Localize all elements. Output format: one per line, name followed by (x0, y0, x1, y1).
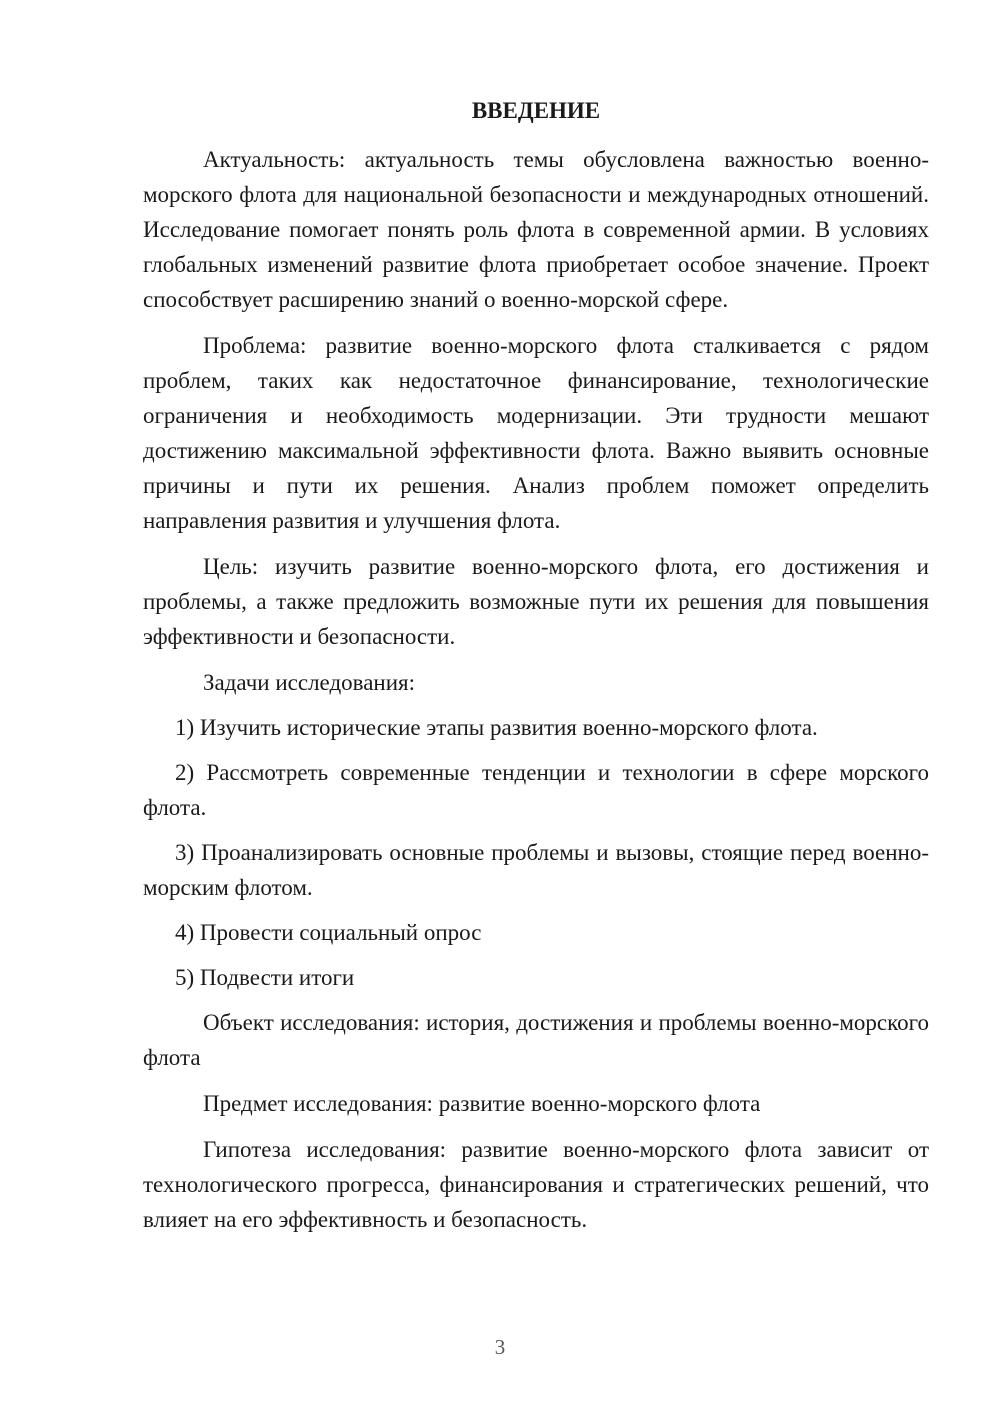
task-item: 3) Проанализировать основные проблемы и вызовы, стоящие перед военно-морским флотом. (143, 840, 929, 900)
page-number: 3 (494, 1335, 506, 1359)
task-item: 5) Подвести итоги (175, 965, 355, 990)
paragraph-problem: Проблема: развитие военно-морского флота сталкивается с рядом проблем, таких как недостаточное финансирование, технологические ограничения и необходимость модернизации. Эти трудности мешают достижению максимальной эффективности флота. Важно выявить основные причины и пути их решения. Анализ проблем поможет определить направления развития и улучшения флота. (143, 333, 929, 533)
paragraph-object: Объект исследования: история, достижения и проблемы военно-морского флота (143, 1010, 929, 1070)
task-item: 1) Изучить исторические этапы развития военно-морского флота. (175, 715, 818, 740)
task-item: 4) Провести социальный опрос (175, 920, 482, 945)
paragraph-relevance: Актуальность: актуальность темы обусловлена важностью военно-морского флота для национальной безопасности и международных отношений. Исследование помогает понять роль флота в современной армии. В условиях глобальных изменений развитие флота приобретает особое значение. Проект способствует расширению знаний о военно-морской сфере. (143, 147, 929, 312)
paragraph-hypothesis: Гипотеза исследования: развитие военно-морского флота зависит от технологического прогресса, финансирования и стратегических решений, что влияет на его эффективность и безопасность. (143, 1137, 929, 1232)
paragraph-subject: Предмет исследования: развитие военно-морского флота (203, 1091, 761, 1116)
paragraph-goal: Цель: изучить развитие военно-морского флота, его достижения и проблемы, а также предложить возможные пути их решения для повышения эффективности и безопасности. (143, 554, 929, 649)
document-body (143, 142, 929, 1237)
section-heading: ВВЕДЕНИЕ (471, 98, 601, 123)
task-item: 2) Рассмотреть современные тенденции и технологии в сфере морского флота. (143, 760, 929, 820)
paragraph-tasks-title: Задачи исследования: (203, 670, 416, 695)
